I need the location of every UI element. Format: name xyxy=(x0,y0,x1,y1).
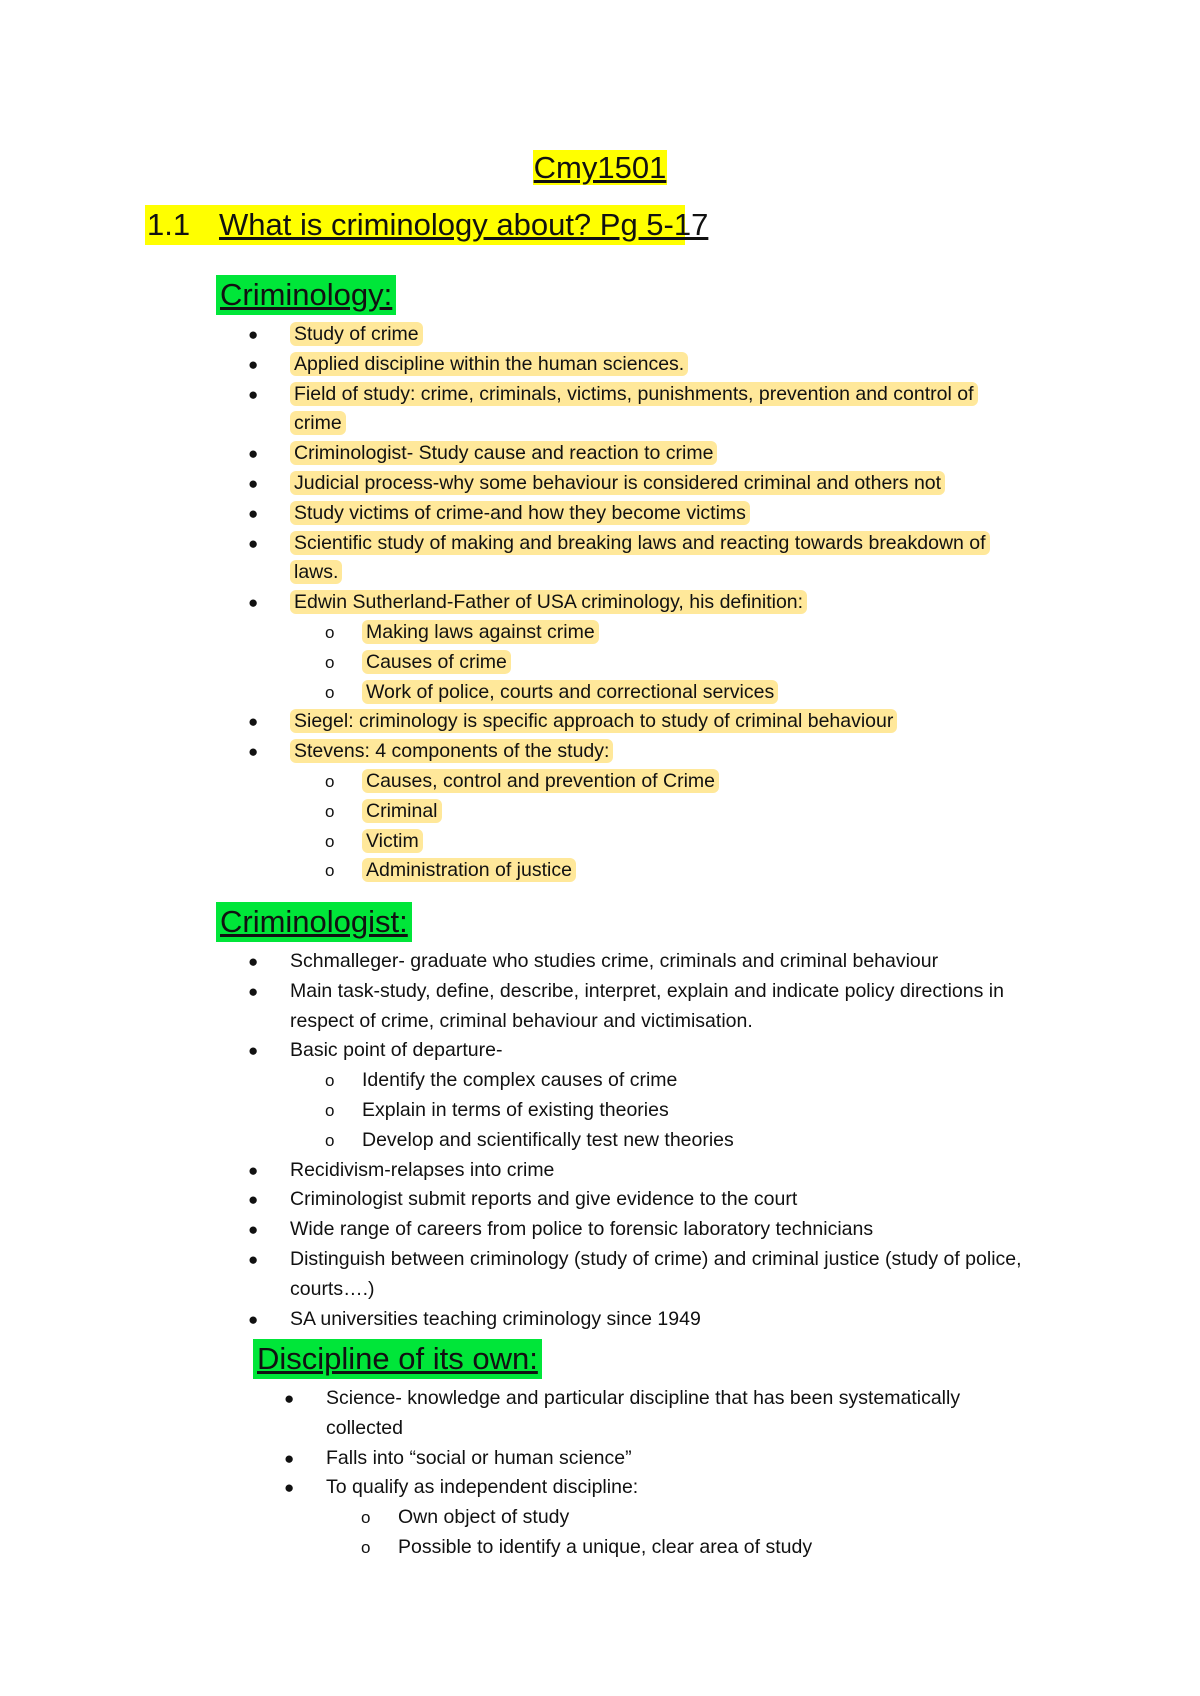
bullet-icon: ● xyxy=(248,712,259,732)
list-item: ● Main task-study, define, describe, interpret, explain and indicate policy directions in respect of crime, criminal behaviour and victimisation. xyxy=(290,977,1050,1037)
list-item: ● Study of crime xyxy=(290,320,1030,350)
circle-bullet-icon: o xyxy=(325,1071,335,1091)
circle-bullet-icon: o xyxy=(325,771,335,791)
list-item: ● Field of study: crime, criminals, victims, punishments, prevention and control of crime xyxy=(290,380,1030,440)
bullet-icon: ● xyxy=(248,1220,259,1240)
heading-discipline: Discipline of its own: xyxy=(253,1339,542,1379)
list-item: ● Judicial process-why some behaviour is considered criminal and others not xyxy=(290,469,1030,499)
bullet-icon: ● xyxy=(248,981,259,1001)
criminologist-list xyxy=(248,947,1050,1334)
list-item: ● Falls into “social or human science” xyxy=(326,1444,1026,1474)
circle-bullet-icon: o xyxy=(325,861,335,881)
circle-bullet-icon: o xyxy=(325,682,335,702)
sub-list-item: o Victim xyxy=(290,827,1030,857)
bullet-icon: ● xyxy=(248,742,259,762)
sub-list-item: o Administration of justice xyxy=(290,856,1030,886)
list-item: ● Edwin Sutherland-Father of USA criminology, his definition: xyxy=(290,588,1030,618)
sub-list-item: o Explain in terms of existing theories xyxy=(290,1096,1050,1126)
circle-bullet-icon: o xyxy=(325,831,335,851)
section-title: What is criminology about? Pg 5-17 xyxy=(219,207,709,242)
list-item: ● To qualify as independent discipline: xyxy=(326,1473,1026,1503)
bullet-icon: ● xyxy=(248,384,259,404)
heading-criminology: Criminology: xyxy=(216,275,396,315)
heading-criminologist: Criminologist: xyxy=(216,902,412,942)
section-number: 1.1 xyxy=(147,207,191,242)
sub-list-item: o Identify the complex causes of crime xyxy=(290,1066,1050,1096)
list-item: ● Siegel: criminology is specific approach to study of criminal behaviour xyxy=(290,707,1030,737)
list-item: ● Scientific study of making and breaking laws and reacting towards breakdown of laws. xyxy=(290,529,1030,589)
bullet-icon: ● xyxy=(248,1249,259,1269)
list-item: ● Distinguish between criminology (study of crime) and criminal justice (study of police, courts….) xyxy=(290,1245,1050,1305)
circle-bullet-icon: o xyxy=(325,1100,335,1120)
circle-bullet-icon: o xyxy=(325,1130,335,1150)
list-item: ● Wide range of careers from police to forensic laboratory technicians xyxy=(290,1215,1050,1245)
circle-bullet-icon: o xyxy=(361,1537,371,1557)
bullet-icon: ● xyxy=(284,1478,295,1498)
list-item: ● Applied discipline within the human sciences. xyxy=(290,350,1030,380)
list-item: ● SA universities teaching criminology since 1949 xyxy=(290,1305,1050,1335)
bullet-icon: ● xyxy=(248,1190,259,1210)
list-item: ● Schmalleger- graduate who studies crime, criminals and criminal behaviour xyxy=(290,947,1050,977)
sub-list-item: o Own object of study xyxy=(326,1503,1026,1533)
discipline-list xyxy=(284,1384,1026,1563)
sub-list-item: o Possible to identify a unique, clear area of study xyxy=(326,1533,1026,1563)
sub-list-item: o Causes of crime xyxy=(290,648,1030,678)
sub-list-item: o Develop and scientifically test new theories xyxy=(290,1126,1050,1156)
circle-bullet-icon: o xyxy=(361,1508,371,1528)
sub-list-item: o Causes, control and prevention of Crime xyxy=(290,767,1030,797)
document-title xyxy=(0,148,1200,188)
bullet-icon: ● xyxy=(248,593,259,613)
bullet-icon: ● xyxy=(248,1309,259,1329)
circle-bullet-icon: o xyxy=(325,801,335,821)
bullet-icon: ● xyxy=(248,354,259,374)
list-item: ● Stevens: 4 components of the study: xyxy=(290,737,1030,767)
bullet-icon: ● xyxy=(248,503,259,523)
list-item: ● Science- knowledge and particular discipline that has been systematically collected xyxy=(326,1384,1026,1444)
bullet-icon: ● xyxy=(284,1389,295,1408)
bullet-icon: ● xyxy=(248,952,259,971)
list-item: ● Basic point of departure- xyxy=(290,1036,1050,1066)
section-heading xyxy=(145,205,709,245)
sub-list-item: o Making laws against crime xyxy=(290,618,1030,648)
bullet-icon: ● xyxy=(284,1448,295,1468)
list-item: ● Criminologist- Study cause and reaction to crime xyxy=(290,439,1030,469)
sub-list-item: o Criminal xyxy=(290,797,1030,827)
bullet-icon: ● xyxy=(248,444,259,464)
document-title-text: Cmy1501 xyxy=(533,150,667,185)
list-item: ● Study victims of crime-and how they become victims xyxy=(290,499,1030,529)
sub-list-item: o Work of police, courts and correctional services xyxy=(290,678,1030,708)
list-item: ● Recidivism-relapses into crime xyxy=(290,1156,1050,1186)
bullet-icon: ● xyxy=(248,533,259,553)
bullet-icon: ● xyxy=(248,1041,259,1061)
bullet-icon: ● xyxy=(248,1160,259,1180)
bullet-icon: ● xyxy=(248,325,259,344)
circle-bullet-icon: o xyxy=(325,652,335,672)
criminology-list xyxy=(248,320,1030,886)
bullet-icon: ● xyxy=(248,473,259,493)
circle-bullet-icon: o xyxy=(325,622,335,642)
list-item: ● Criminologist submit reports and give evidence to the court xyxy=(290,1185,1050,1215)
